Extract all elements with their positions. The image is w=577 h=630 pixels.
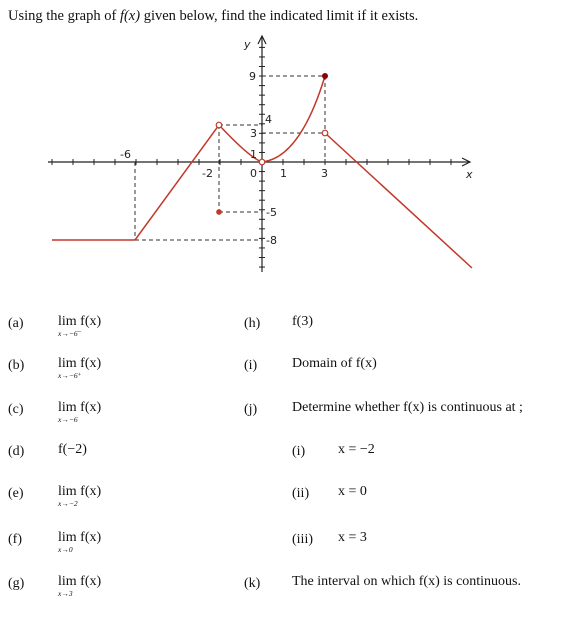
statement-fx: f(x)	[119, 8, 141, 24]
open-point-minus2-4	[216, 122, 222, 128]
question-body-d: f(−2)	[58, 442, 87, 457]
question-body-k: The interval on which f(x) is continuous.	[292, 574, 522, 589]
tick-label-minus2: -2	[202, 167, 213, 180]
lim-expr: lim f(x) x→−2	[58, 484, 102, 508]
question-body-j: Determine whether f(x) is continuous at ;	[292, 400, 523, 415]
subquestion-body: x = 3	[338, 530, 367, 545]
open-point-origin	[259, 159, 265, 165]
closed-point-minus2-minus5	[216, 209, 222, 215]
tick-label-1: 1	[280, 167, 287, 180]
lim-expr: lim f(x) x→0	[58, 530, 102, 554]
tick-label-y3: 3	[250, 127, 257, 140]
question-label: (h)	[244, 316, 261, 331]
curve-left	[52, 76, 325, 240]
question-label: (g)	[8, 576, 25, 591]
lim-expr: lim f(x) x→3	[58, 574, 102, 598]
function-graph	[0, 0, 577, 300]
tick-label-y9: 9	[249, 70, 256, 83]
subquestion-label: (iii)	[292, 532, 313, 547]
lim-expr: lim f(x) x→−6⁻	[58, 314, 102, 338]
lim-expr: lim f(x) x→−6⁺	[58, 356, 102, 380]
question-label: (d)	[8, 444, 25, 459]
subquestion-body: x = 0	[338, 484, 367, 499]
question-label: (j)	[244, 402, 258, 417]
tick-label-0: 0	[250, 167, 257, 180]
question-body-g	[58, 574, 103, 598]
subquestion-label: (ii)	[292, 486, 310, 501]
y-axis-label: y	[244, 38, 251, 51]
question-label: (c)	[8, 402, 24, 417]
statement-after: given below, find the indicated limit if it exists.	[140, 8, 419, 24]
question-body-e	[58, 484, 103, 508]
statement-before: Using the graph of	[8, 8, 120, 24]
question-label: (f)	[8, 532, 22, 547]
subquestion-label: (i)	[292, 444, 306, 459]
tick-label-ym5: -5	[266, 206, 277, 219]
question-label: (i)	[244, 358, 258, 373]
curve-right	[325, 133, 472, 268]
lim-expr: lim f(x) x→−6	[58, 400, 102, 424]
closed-point-3-9	[322, 73, 328, 79]
tick-label-y1: 1	[250, 148, 257, 161]
question-label: (e)	[8, 486, 24, 501]
open-point-3-3	[322, 130, 328, 136]
question-body-a	[58, 314, 103, 338]
tick-label-minus6: -6	[120, 148, 131, 161]
guide-lines	[135, 76, 325, 240]
tick-label-ym8: -8	[266, 234, 277, 247]
subquestion-body: x = −2	[338, 442, 375, 457]
x-axis-label: x	[466, 168, 473, 181]
question-label: (b)	[8, 358, 25, 373]
question-body-f	[58, 530, 103, 554]
question-body-h: f(3)	[292, 314, 313, 329]
tick-label-y4: 4	[265, 113, 272, 126]
tick-label-3: 3	[321, 167, 328, 180]
question-label: (k)	[244, 576, 261, 591]
question-body-i: Domain of f(x)	[292, 356, 377, 371]
question-label: (a)	[8, 316, 24, 331]
question-body-b	[58, 356, 103, 380]
question-body-c	[58, 400, 103, 424]
